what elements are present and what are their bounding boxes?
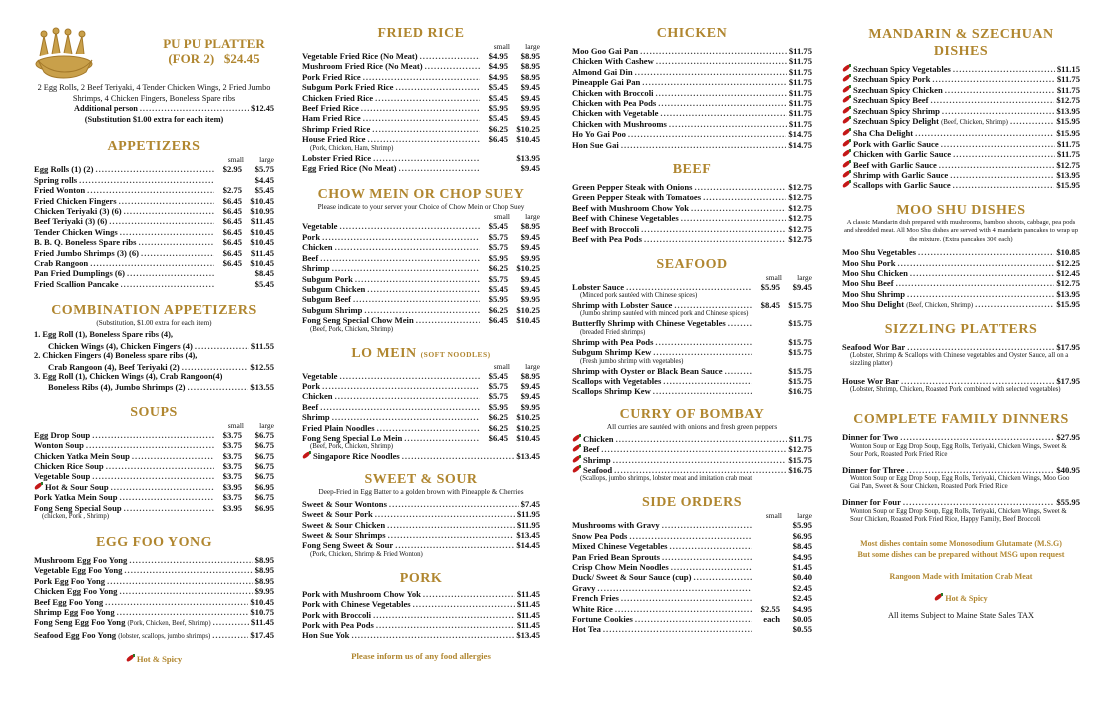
menu-item: Fried Wonton ..... $2.75 $5.45 [34, 185, 274, 195]
menu-item: Vegetable Soup ..... $3.75 $6.75 [34, 471, 274, 481]
chili-pepper-icon [34, 482, 43, 491]
menu-item: Mushroom Egg Foo Yong ..... $8.95 [34, 555, 274, 565]
family-title: COMPLETE FAMILY DINNERS [853, 412, 1069, 428]
menu-item: Subgum Pork Fried Rice ..... $5.45 $9.45 [302, 82, 540, 92]
menu-item: Chicken with Garlic Sauce ..... $11.75 [842, 149, 1080, 159]
pork-title: PORK [399, 570, 443, 586]
menu-item: Dinner for Three ..... $40.95 [842, 465, 1080, 475]
menu-item: Szechuan Spicy Shrimp ..... $13.95 [842, 106, 1080, 116]
menu-item: Szechuan Spicy Vegetables ..... $11.15 [842, 64, 1080, 74]
tax-note: All items Subject to Maine State Sales TAX [888, 610, 1034, 620]
chili-pepper-icon [572, 434, 581, 443]
pupu-subst: (Substitution $1.00 extra for each item) [84, 115, 224, 125]
menu-item: Chicken With Cashew ..... $11.75 [572, 56, 812, 66]
bombay-note: All curries are sautéed with onions and fresh green peppers [606, 422, 778, 431]
menu-item: Shrimp Egg Foo Yong ..... $10.75 [34, 607, 274, 617]
chili-pepper-icon [126, 654, 135, 663]
chili-pepper-icon [842, 160, 851, 169]
menu-item: Hon Sue Yok ..... $13.45 [302, 630, 540, 640]
menu-item-note: (Minced pork sautéed with Chinese spices) [580, 291, 698, 299]
chowmein-list [302, 221, 540, 325]
family-list [842, 432, 1080, 529]
pupu-price: $24.45 [223, 51, 260, 66]
menu-item: Szechuan Spicy Beef ..... $12.75 [842, 95, 1080, 105]
column-1 [34, 0, 274, 664]
mooshu-title: MOO SHU DISHES [896, 202, 1026, 218]
menu-item: White Rice ..... $2.55 $4.95 [572, 604, 812, 614]
menu-item: Pork with Garlic Sauce ..... $11.75 [842, 139, 1080, 149]
menu-item: Mixed Chinese Vegetables ..... $8.45 [572, 541, 812, 551]
menu-item: Subgum Shrimp Kew ..... $15.75 [572, 347, 812, 357]
menu-item: Snow Pea Pods ..... $6.95 [572, 531, 812, 541]
soups-title: SOUPS [130, 404, 178, 420]
menu-item: Fong Seng Special Lo Mein ..... $6.45 $10.45 [302, 433, 540, 443]
menu-item: Chicken ..... $5.75 $9.45 [302, 391, 540, 401]
menu-item: Szechuan Spicy Pork ..... $11.75 [842, 74, 1080, 84]
menu-item: Shrimp with Oyster or Black Bean Sauce ..... $15.75 [572, 366, 812, 376]
menu-item: Butterfly Shrimp with Chinese Vegetables ..... $15.75 [572, 318, 812, 328]
soups-sub: (chicken, Pork , Shrimp) [42, 512, 110, 520]
menu-item: Crisp Chow Mein Noodles ..... $1.45 [572, 562, 812, 572]
menu-item: Moo Shu Delight (Beef, Chicken, Shrimp) ..... $15.95 [842, 299, 1080, 311]
menu-item: Vegetable ..... $5.45 $8.95 [302, 371, 540, 381]
menu-item: Fortune Cookies ..... each $0.05 [572, 614, 812, 624]
hot-spicy-legend-2: Hot & Spicy [842, 593, 1080, 603]
menu-item: Pan Fried Dumplings (6) ..... $8.45 [34, 268, 274, 278]
sweetsour-sub: (Pork, Chicken, Shrimp & Fried Wonton) [310, 550, 423, 558]
msg-note: Most dishes contain some Monosodium Glutamate (M.S.G) But some dishes can be prepared without MSG upon request [857, 538, 1065, 559]
chili-pepper-icon [842, 64, 851, 73]
pork-list [302, 589, 540, 641]
menu-item: Mushroom Fried Rice (No Meat) ..... $4.95 $8.95 [302, 61, 540, 71]
combo-item: 3. Egg Roll (1), Chicken Wings (4), Crab Rangoon(4) Boneless Ribs (4), Jumbo Shrimps (2) ..... $13.55 [34, 372, 274, 393]
chowmein-cols: small large [493, 212, 540, 222]
beef-title: BEEF [672, 162, 712, 178]
menu-item: Beef with Pea Pods ..... $12.75 [572, 234, 812, 244]
menu-item: Pork Yatka Mein Soup ..... $3.75 $6.75 [34, 492, 274, 502]
menu-item: Duck/ Sweet & Sour Sauce (cup) ..... $0.40 [572, 572, 812, 582]
menu-item: Beef ..... $12.75 [572, 444, 812, 454]
menu-item: Gravy ..... $2.45 [572, 583, 812, 593]
menu-item: Wonton Soup ..... $3.75 $6.75 [34, 440, 274, 450]
menu-item: Moo Shu Vegetables ..... $10.85 [842, 247, 1080, 257]
menu-item-note: (Lobster, Shrimp & Scallops with Chinese vegetables and Oyster Sauce, all on a sizzling platter) [850, 351, 1069, 367]
chowmein-sub: (Beef, Pork, Chicken, Shrimp) [310, 325, 394, 333]
menu-item: Chicken ..... $5.75 $9.45 [302, 242, 540, 252]
chowmein-title: CHOW MEIN OR CHOP SUEY [317, 187, 525, 203]
menu-item: Beef Teriyaki (3) (6) ..... $6.45 $11.45 [34, 216, 274, 226]
friedrice-list [302, 51, 540, 173]
menu-item: Fried Chicken Fingers ..... $6.45 $10.45 [34, 196, 274, 206]
menu-item: Scallops with Garlic Sauce ..... $15.95 [842, 180, 1080, 190]
menu-item: Shrimp Fried Rice ..... $6.25 $10.25 [302, 124, 540, 134]
menu-item: Fong Seng Sweet & Sour ..... $14.45 [302, 540, 540, 550]
menu-item: Chicken with Vegetable ..... $11.75 [572, 108, 812, 118]
menu-item: Shrimp with Pea Pods ..... $15.75 [572, 337, 812, 347]
menu-item: Pan Fried Bean Sprouts ..... $4.95 [572, 552, 812, 562]
menu-item: Sweet & Sour Chicken ..... $11.95 [302, 520, 540, 530]
appetizers-cols: small large [227, 155, 274, 165]
chicken-list [572, 46, 812, 150]
menu-item: Pineapple Gai Pan ..... $11.75 [572, 77, 812, 87]
menu-item: Subgum Chicken ..... $5.45 $9.45 [302, 284, 540, 294]
menu-item: Vegetable Egg Foo Yong ..... $8.95 [34, 565, 274, 575]
sizzling-list [842, 342, 1080, 403]
chili-pepper-icon [302, 451, 311, 460]
menu-item: Pork ..... $5.75 $9.45 [302, 381, 540, 391]
soups-cols: small large [227, 420, 274, 430]
menu-item-note: (Jumbo shrimp sautéed with minced pork and Chinese spices) [580, 310, 749, 318]
pupu-additional: Additional person ..... $12.45 [34, 104, 274, 114]
menu-item: B. B. Q. Boneless Spare ribs ..... $6.45 $10.45 [34, 237, 274, 247]
chili-pepper-icon [842, 106, 851, 115]
menu-item: Moo Shu Beef ..... $12.75 [842, 278, 1080, 288]
menu-item-note: (breaded Fried shrimps) [580, 328, 646, 336]
menu-item-note: Wonton Soup or Egg Drop Soup, Egg Rolls, Teriyaki, Chicken Wings, Moo Goo Gai Pan, Sweet & Sour Chicken, Roasted Pork Fried Rice [850, 475, 1070, 491]
menu-item: Mushrooms with Gravy ..... $5.95 [572, 520, 812, 530]
menu-item: Chicken Rice Soup ..... $3.75 $6.75 [34, 461, 274, 471]
sides-list [572, 520, 812, 634]
seafood-list [572, 282, 812, 397]
menu-item: Chicken Teriyaki (3) (6) ..... $6.45 $10.95 [34, 206, 274, 216]
menu-item: Hon Sue Gai ..... $14.75 [572, 140, 812, 150]
chili-pepper-icon [572, 455, 581, 464]
chicken-title: CHICKEN [656, 26, 728, 41]
menu-item: Moo Shu Chicken ..... $12.45 [842, 268, 1080, 278]
menu-item: Chicken ..... $11.75 [572, 434, 812, 444]
menu-item: Shrimp ..... $6.25 $10.25 [302, 263, 540, 273]
menu-item: Shrimp ..... $6.25 $10.25 [302, 412, 540, 422]
menu-item: Chicken Yatka Mein Soup ..... $3.75 $6.75 [34, 451, 274, 461]
singapore-row: Singapore Rice Noodles ..... $13.45 [302, 451, 540, 461]
chili-pepper-icon [934, 593, 943, 602]
menu-item: Vegetable ..... $5.45 $8.95 [302, 221, 540, 231]
menu-item: Seafood ..... $16.75 [572, 465, 812, 475]
menu-item: House Fried Rice ..... $6.45 $10.45 [302, 134, 540, 144]
menu-item: Seafood Egg Foo Yong (lobster, scallops, jumbo shrimps) ..... $17.45 [34, 630, 274, 642]
appetizers-title: APPETIZERS [107, 139, 201, 155]
appetizers-list [34, 164, 274, 289]
dragon-logo [30, 26, 142, 86]
chowmein-note: Please indicate to your server your Choice of Chow Mein or Chop Suey [317, 203, 525, 212]
friedrice-title: FRIED RICE [377, 26, 465, 41]
menu-item: Pork with Mushroom Chow Yok ..... $11.45 [302, 589, 540, 599]
menu-item: Beef Egg Foo Yong ..... $10.45 [34, 597, 274, 607]
menu-item: Subgum Pork ..... $5.75 $9.45 [302, 274, 540, 284]
menu-item: Fong Seng Special Chow Mein ..... $6.45 $10.45 [302, 315, 540, 325]
menu-item: Pork with Broccoli ..... $11.45 [302, 610, 540, 620]
menu-item-note: (Lobster, Shrimp, Chicken, Roasted Pork combined with selected vegetables) [850, 386, 1061, 394]
combo-note: (Substitution, $1.00 extra for each item) [96, 319, 212, 328]
menu-item: Crab Rangoon ..... $6.45 $10.45 [34, 258, 274, 268]
eggfoo-title: EGG FOO YONG [96, 534, 212, 550]
menu-item: Sweet & Sour Shrimps ..... $13.45 [302, 530, 540, 540]
chili-pepper-icon [842, 170, 851, 179]
eggfoo-list [34, 555, 274, 642]
menu-item: Beef ..... $5.95 $9.95 [302, 253, 540, 263]
mooshu-list [842, 247, 1080, 311]
menu-item: Chicken Egg Foo Yong ..... $9.95 [34, 586, 274, 596]
menu-item: Hot Tea ..... $0.55 [572, 624, 812, 634]
chili-pepper-icon [842, 149, 851, 158]
menu-item: Fried Scallion Pancake ..... $5.45 [34, 279, 274, 289]
bombay-title: CURRY OF BOMBAY [619, 406, 765, 422]
menu-item: Egg Drop Soup ..... $3.75 $6.75 [34, 430, 274, 440]
pupu-header [34, 0, 274, 66]
menu-item: Ho Yo Gai Poo ..... $14.75 [572, 129, 812, 139]
menu-item: Moo Goo Gai Pan ..... $11.75 [572, 46, 812, 56]
pupu-desc: 2 Egg Rolls, 2 Beef Teriyaki, 4 Tender Chicken Wings, 2 Fried Jumbo Shrimps, 4 Chicken Fingers, Boneless Spare ribs [37, 83, 271, 103]
sweetsour-note: Deep-Fried in Egg Batter to a golden brown with Pineapple & Cherries [318, 487, 524, 496]
combo-item: 1. Egg Roll (1), Boneless Spare ribs (4), Chicken Wings (4), Chicken Fingers (4) ..... $11.55 [34, 330, 274, 351]
menu-item: Pork with Pea Pods ..... $11.45 [302, 620, 540, 630]
menu-item: Moo Shu Shrimp ..... $13.95 [842, 289, 1080, 299]
chili-pepper-icon [842, 139, 851, 148]
menu-item: Shrimp ..... $15.75 [572, 455, 812, 465]
menu-item: Subgum Beef ..... $5.95 $9.95 [302, 294, 540, 304]
menu-item-note: (Pork, Chicken, Ham, Shrimp) [310, 144, 394, 152]
menu-item: Spring rolls ..... $4.45 [34, 175, 274, 185]
column-2 [302, 0, 540, 661]
combo-list [34, 330, 274, 392]
chili-pepper-icon [842, 74, 851, 83]
menu-item: Pork ..... $5.75 $9.45 [302, 232, 540, 242]
pupu-title: PU PU PLATTER [163, 36, 265, 51]
menu-item: Shrimp with Garlic Sauce ..... $13.95 [842, 170, 1080, 180]
menu-item: Pork Fried Rice ..... $4.95 $8.95 [302, 72, 540, 82]
menu-item: Pork Egg Foo Yong ..... $8.95 [34, 576, 274, 586]
lomein-sub: (Beef, Pork, Chicken, Shrimp) [310, 443, 394, 451]
menu-item: Green Pepper Steak with Tomatoes ..... $12.75 [572, 192, 812, 202]
menu-item: Ham Fried Rice ..... $5.45 $9.45 [302, 113, 540, 123]
menu-item: Fried Plain Noodles ..... $6.25 $10.25 [302, 423, 540, 433]
sizzling-title: SIZZLING PLATTERS [884, 321, 1038, 337]
mooshu-note: A classic Mandarin dish prepared with mushrooms, bamboo shoots, cabbage, pea pods and shredded meat. All Moo Shu dishes are served with 4 mandarin pancakes to wrap up the mixture. (Extra pancakes 30¢ each) [843, 218, 1079, 243]
lomein-title: LO MEIN (SOFT NOODLES) [351, 345, 491, 361]
pupu-for-2: (FOR 2) [168, 51, 215, 66]
crab-note: Rangoon Made with Imitation Crab Meat [889, 571, 1033, 581]
menu-item: Dinner for Two ..... $27.95 [842, 432, 1080, 442]
menu-item: Scallops Shrimp Kew ..... $16.75 [572, 386, 812, 396]
menu-item: Sha Cha Delight ..... $15.95 [842, 128, 1080, 138]
mandarin-list [842, 64, 1080, 191]
menu-item: House Wor Bar ..... $17.95 [842, 376, 1080, 386]
menu-item: Almond Gai Din ..... $11.75 [572, 67, 812, 77]
menu-item: Sweet & Sour Wontons ..... $7.45 [302, 499, 540, 509]
menu-item-note: Wonton Soup or Egg Drop Soup, Egg Rolls, Teriyaki, Chicken Wings, Sweet & Sour Pork, Roasted Pork Fried Rice [850, 442, 1067, 458]
lomein-cols: small large [493, 361, 540, 371]
menu-item: Vegetable Fried Rice (No Meat) ..... $4.95 $8.95 [302, 51, 540, 61]
chili-pepper-icon [842, 85, 851, 94]
chili-pepper-icon [842, 116, 851, 125]
friedrice-cols: small large [493, 42, 540, 51]
bombay-list [572, 434, 812, 476]
menu-item: Chicken with Mushrooms ..... $11.75 [572, 119, 812, 129]
menu-item: Beef with Garlic Sauce ..... $12.75 [842, 160, 1080, 170]
lomein-list [302, 371, 540, 444]
menu-item: Beef Fried Rice ..... $5.95 $9.95 [302, 103, 540, 113]
combo-title: COMBINATION APPETIZERS [51, 303, 257, 319]
allergy-note: Please inform us of any food allergies [351, 650, 491, 661]
menu-item: Egg Rolls (1) (2) ..... $2.95 $5.75 [34, 164, 274, 174]
menu-item: Chicken with Broccoli ..... $11.75 [572, 88, 812, 98]
menu-item: Chicken with Pea Pods ..... $11.75 [572, 98, 812, 108]
bombay-sub: (Scallops, jumbo shrimps, lobster meat and imitation crab meat [580, 475, 753, 483]
soups-list [34, 430, 274, 513]
menu-item: Lobster Fried Rice ..... $13.95 [302, 153, 540, 163]
menu-item: Tender Chicken Wings ..... $6.45 $10.45 [34, 227, 274, 237]
menu-item: Lobster Sauce ..... $5.95 $9.45 [572, 282, 812, 292]
menu-item: Beef with Broccoli ..... $12.75 [572, 224, 812, 234]
seafood-title: SEAFOOD [656, 256, 728, 272]
chili-pepper-icon [842, 95, 851, 104]
mandarin-title: MANDARIN & SZECHUAN DISHES [868, 27, 1054, 59]
menu-item-note: (Fresh jumbo shrimp with vegetables) [580, 357, 684, 365]
menu-item: Seafood Wor Bar ..... $17.95 [842, 342, 1080, 352]
menu-item: French Fries ..... $2.45 [572, 593, 812, 603]
menu-item: Fong Seng Egg Foo Yong (Pork, Chicken, Beef, Shrimp) ..... $11.45 [34, 617, 274, 629]
menu-item: Beef ..... $5.95 $9.95 [302, 402, 540, 412]
menu-item: Dinner for Four ..... $55.95 [842, 497, 1080, 507]
sides-cols: small large [765, 511, 812, 521]
sweetsour-title: SWEET & SOUR [364, 471, 478, 487]
menu-item: Hot & Sour Soup ..... $3.95 $6.95 [34, 482, 274, 492]
hot-spicy-legend: Hot & Spicy [34, 654, 274, 664]
beef-list [572, 182, 812, 244]
menu-item: Pork with Chinese Vegetables ..... $11.45 [302, 599, 540, 609]
menu-item: Scallops with Vegetables ..... $15.75 [572, 376, 812, 386]
column-4 [842, 0, 1080, 620]
menu-item: Beef with Mushroom Chow Yok ..... $12.75 [572, 203, 812, 213]
menu-item: Moo Shu Pork ..... $12.25 [842, 258, 1080, 268]
seafood-cols: small large [765, 272, 812, 282]
column-3 [572, 0, 812, 635]
menu-item: Shrimp with Lobster Sauce ..... $8.45 $15.75 [572, 300, 812, 310]
menu-item: Beef with Chinese Vegetables ..... $12.75 [572, 213, 812, 223]
chili-pepper-icon [842, 128, 851, 137]
menu-item: Fried Jumbo Shrimps (3) (6) ..... $6.45 $11.45 [34, 248, 274, 258]
sides-title: SIDE ORDERS [641, 495, 743, 511]
menu-item: Green Pepper Steak with Onions ..... $12.75 [572, 182, 812, 192]
chili-pepper-icon [572, 444, 581, 453]
combo-item: 2. Chicken Fingers (4) Boneless spare ribs (4), Crab Rangoon (4), Beef Teriyaki (2) ..... $12.55 [34, 351, 274, 372]
menu-item: Subgum Shrimp ..... $6.25 $10.25 [302, 305, 540, 315]
menu-item: Egg Fried Rice (No Meat) ..... $9.45 [302, 163, 540, 173]
menu-item-note: Wonton Soup or Egg Drop Soup, Egg Rolls, Teriyaki, Chicken Wings, Sweet & Sour Chicken, Roasted Pork Fried Rice, Happy Family, Beef Broccoli [850, 507, 1067, 523]
sweetsour-list [302, 499, 540, 551]
menu-item: Chicken Fried Rice ..... $5.45 $9.45 [302, 93, 540, 103]
menu-item: Szechuan Spicy Delight (Beef, Chicken, Shrimp) ..... $15.95 [842, 116, 1080, 128]
chili-pepper-icon [572, 465, 581, 474]
menu-item: Fong Seng Special Soup ..... $3.95 $6.95 [34, 503, 274, 513]
menu-item: Sweet & Sour Pork ..... $11.95 [302, 509, 540, 519]
menu-item: Szechuan Spicy Chicken ..... $11.75 [842, 85, 1080, 95]
chili-pepper-icon [842, 180, 851, 189]
